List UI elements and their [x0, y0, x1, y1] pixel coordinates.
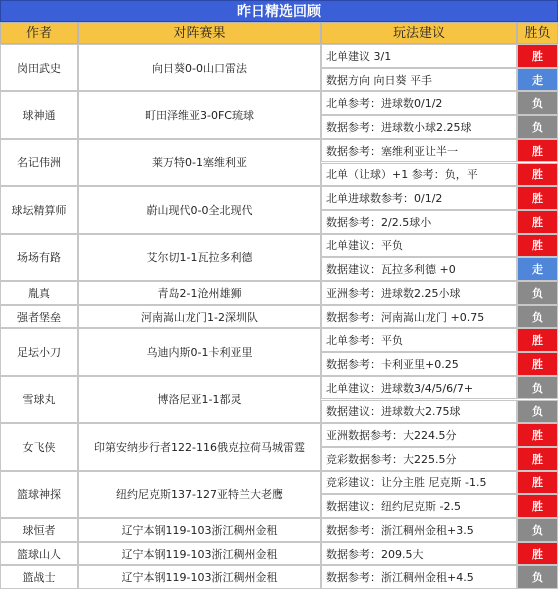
author-cell: 篮战士 — [0, 565, 78, 589]
author-cell: 球神通 — [0, 91, 78, 138]
advice-cell: 北单建议 3/1 — [321, 44, 517, 68]
author-cell: 雪球丸 — [0, 376, 78, 423]
match-cell: 辽宁本钢119-103浙江稠州金租 — [78, 542, 321, 566]
result-badge-lose: 负 — [517, 565, 558, 589]
result-badge-win: 胜 — [517, 494, 558, 518]
author-cell: 篮球神探 — [0, 471, 78, 518]
advice-cell: 数据参考：浙江稠州金租+3.5 — [321, 518, 517, 542]
match-cell: 青岛2-1沧州雄狮 — [78, 281, 321, 305]
author-cell: 球坛精算师 — [0, 186, 78, 233]
advice-cell: 北单参考：平负 — [321, 328, 517, 352]
result-badge-lose: 负 — [517, 91, 558, 115]
result-badge-lose: 负 — [517, 305, 558, 329]
match-cell: 艾尔切1-1瓦拉多利德 — [78, 234, 321, 281]
header-result: 胜负 — [517, 22, 558, 44]
author-cell: 强者堡垒 — [0, 305, 78, 329]
result-badge-walk: 走 — [517, 68, 558, 92]
match-cell: 印第安纳步行者122-116俄克拉荷马城雷霆 — [78, 423, 321, 470]
advice-cell: 数据参考：塞维利亚让半一 — [321, 139, 517, 163]
match-cell: 辽宁本钢119-103浙江稠州金租 — [78, 565, 321, 589]
result-badge-win: 胜 — [517, 210, 558, 234]
advice-cell: 数据参考：河南嵩山龙门 +0.75 — [321, 305, 517, 329]
match-cell: 河南嵩山龙门1-2深圳队 — [78, 305, 321, 329]
result-badge-win: 胜 — [517, 163, 558, 187]
author-cell: 胤真 — [0, 281, 78, 305]
result-badge-win: 胜 — [517, 139, 558, 163]
result-badge-win: 胜 — [517, 44, 558, 68]
advice-cell: 北单参考：进球数0/1/2 — [321, 91, 517, 115]
advice-cell: 竞彩建议：让分主胜 尼克斯 -1.5 — [321, 471, 517, 495]
author-cell: 球恒者 — [0, 518, 78, 542]
advice-cell: 数据方向 向日葵 平手 — [321, 68, 517, 92]
header-advice: 玩法建议 — [321, 22, 517, 44]
advice-cell: 数据建议：瓦拉多利德 +0 — [321, 257, 517, 281]
result-badge-win: 胜 — [517, 186, 558, 210]
advice-cell: 数据建议：纽约尼克斯 -2.5 — [321, 494, 517, 518]
author-cell: 篮球山人 — [0, 542, 78, 566]
header-match: 对阵赛果 — [78, 22, 321, 44]
advice-cell: 亚洲数据参考：大224.5分 — [321, 423, 517, 447]
advice-cell: 数据参考：卡利亚里+0.25 — [321, 352, 517, 376]
match-cell: 蔚山现代0-0全北现代 — [78, 186, 321, 233]
result-badge-walk: 走 — [517, 257, 558, 281]
result-badge-win: 胜 — [517, 234, 558, 258]
advice-cell: 数据参考：进球数小球2.25球 — [321, 115, 517, 139]
result-badge-lose: 负 — [517, 281, 558, 305]
match-cell: 向日葵0-0山口雷法 — [78, 44, 321, 91]
result-badge-lose: 负 — [517, 376, 558, 400]
match-cell: 乌迪内斯0-1卡利亚里 — [78, 328, 321, 375]
advice-cell: 北单进球数参考：0/1/2 — [321, 186, 517, 210]
advice-cell: 数据建议：进球数大2.75球 — [321, 400, 517, 424]
match-cell: 博洛尼亚1-1都灵 — [78, 376, 321, 423]
author-cell: 足坛小刀 — [0, 328, 78, 375]
advice-cell: 数据参考：209.5大 — [321, 542, 517, 566]
result-badge-win: 胜 — [517, 471, 558, 495]
result-badge-lose: 负 — [517, 518, 558, 542]
match-cell: 纽约尼克斯137-127亚特兰大老鹰 — [78, 471, 321, 518]
result-badge-win: 胜 — [517, 542, 558, 566]
result-badge-win: 胜 — [517, 423, 558, 447]
advice-cell: 亚洲参考：进球数2.25小球 — [321, 281, 517, 305]
advice-cell: 北单建议：平负 — [321, 234, 517, 258]
author-cell: 岗田武史 — [0, 44, 78, 91]
advice-cell: 北单（让球）+1 参考：负，平 — [321, 163, 517, 187]
match-cell: 町田泽维亚3-0FC琉球 — [78, 91, 321, 138]
page-title: 昨日精选回顾 — [0, 0, 558, 22]
result-badge-win: 胜 — [517, 352, 558, 376]
result-badge-win: 胜 — [517, 328, 558, 352]
author-cell: 场场有路 — [0, 234, 78, 281]
advice-cell: 竞彩数据参考：大225.5分 — [321, 447, 517, 471]
advice-cell: 数据参考：2/2.5球小 — [321, 210, 517, 234]
author-cell: 名记伟洲 — [0, 139, 78, 186]
author-cell: 女飞侠 — [0, 423, 78, 470]
advice-cell: 北单建议：进球数3/4/5/6/7+ — [321, 376, 517, 400]
header-author: 作者 — [0, 22, 78, 44]
result-badge-lose: 负 — [517, 400, 558, 424]
advice-cell: 数据参考：浙江稠州金租+4.5 — [321, 565, 517, 589]
match-cell: 莱万特0-1塞维利亚 — [78, 139, 321, 186]
match-cell: 辽宁本钢119-103浙江稠州金租 — [78, 518, 321, 542]
result-badge-lose: 负 — [517, 115, 558, 139]
result-badge-win: 胜 — [517, 447, 558, 471]
